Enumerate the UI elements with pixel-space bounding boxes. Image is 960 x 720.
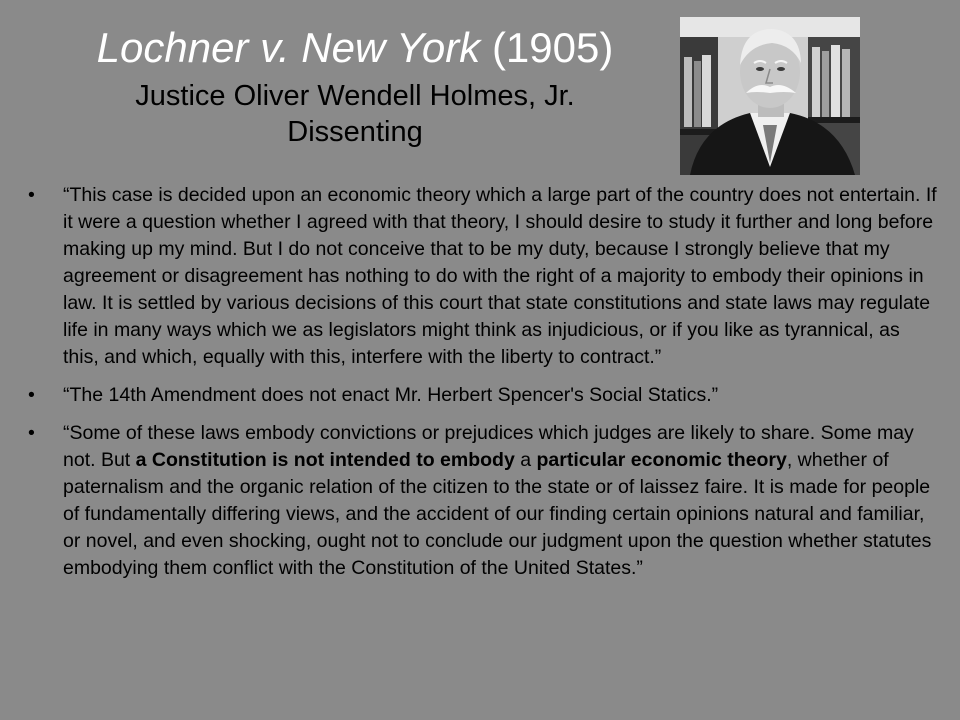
case-title xyxy=(40,22,670,74)
case-name: Lochner v. New York xyxy=(96,24,481,71)
quote-emphasis: particular economic theory xyxy=(536,449,787,471)
quote-emphasis: a Constitution is not intended to embody xyxy=(135,449,515,471)
quote-text-start: “Some of these laws embody convictions or prejudices which judges are likely to share. Some may not. But xyxy=(63,422,914,471)
quote-text: “This case is decided upon an economic theory which a large part of the country does not entertain. If it were a question whether I agreed with that theory, I should desire to study it further and long before making up my mind. But I do not conceive that to be my duty, because I strongly believe that my agreement or disagreement has nothing to do with the right of a majority to embody their opinions in law. It is settled by various decisions of this court that state constitutions and state laws may regulate life in many ways which we as legislators might think as injudicious, or if you like as tyrannical, as this, and which, equally with this, interfere with the liberty to contract.” xyxy=(63,184,937,368)
opinion-type: Dissenting xyxy=(287,116,423,148)
bullet-icon: • xyxy=(28,384,35,406)
bullet-icon: • xyxy=(28,422,35,444)
justice-name: Justice Oliver Wendell Holmes, Jr. xyxy=(135,80,575,112)
quote-list xyxy=(28,182,940,593)
justice-holmes-portrait-icon xyxy=(680,17,860,175)
quote-text xyxy=(63,422,931,579)
case-year: (1905) xyxy=(480,24,614,71)
quote-text-mid: a xyxy=(514,449,537,471)
bullet-icon: • xyxy=(28,184,35,206)
quote-item xyxy=(28,420,940,582)
quote-item xyxy=(28,382,940,409)
quote-text-end: , whether of paternalism and the organic relation of the citizen to the state or of laissez faire. It is made for people of fundamentally differing views, and the accident of our finding certain opinions natural and familiar, or novel, and even shocking, ought not to conclude our judgment upon the question whether statutes embodying them conflict with the Constitution of the United States.” xyxy=(63,449,932,579)
slide-title xyxy=(40,22,670,150)
quote-text: “The 14th Amendment does not enact Mr. Herbert Spencer's Social Statics.” xyxy=(63,384,719,406)
quote-item xyxy=(28,182,940,371)
